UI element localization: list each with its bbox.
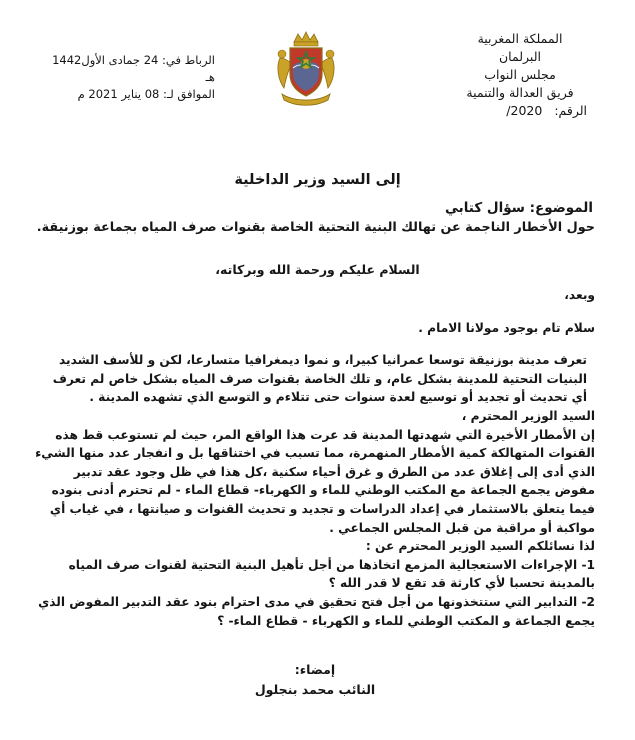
question-intro: لذا نسائلكم السيد الوزير المحترم عن : bbox=[365, 539, 595, 554]
salutation: سلام تام بوجود مولانا الامام . bbox=[418, 320, 595, 335]
letter-body bbox=[35, 286, 595, 630]
addressee: إلى السيد وزير الداخلية bbox=[234, 172, 401, 188]
house-line: مجلس النواب bbox=[484, 67, 556, 82]
paragraph-1: تعرف مدينة بوزنيقة توسعا عمرانيا كبيرا، و نموا ديمغرافيا متسارعا، لكن و للأسف الشديد البنيات التحتية للمدينة بشكل عام، و تلك الخاصة بقنوات صرف المياه بشكل خاص لم تعرف أي تحديث أو تجديد أو توسيع لعدة سنوات حتى تتلاءم و التوسع الذي تشهده المدينة . bbox=[52, 353, 587, 405]
sender-header bbox=[435, 30, 605, 120]
hijri-date: الرباط في: 24 جمادى الأول1442 هـ bbox=[52, 53, 215, 84]
subject-text: حول الأخطار الناجمة عن تهالك البنية التحتية الخاصة بقنوات صرف المياه بجماعة بوزنيقة. bbox=[36, 220, 595, 235]
gregorian-date: الموافق لـ: 08 يناير 2021 م bbox=[77, 87, 215, 101]
after-greeting: وبعد، bbox=[564, 288, 595, 302]
reference-value: 2020/ bbox=[506, 103, 543, 118]
parliament-line: البرلمان bbox=[499, 49, 541, 64]
subject-label: الموضوع: سؤال كتابي bbox=[445, 200, 593, 216]
moroccan-coat-of-arms-icon bbox=[274, 28, 338, 108]
signatory-name: النائب محمد بنجلول bbox=[254, 682, 376, 697]
signature-label: إمضاء: bbox=[294, 662, 336, 677]
question-1: 1- الإجراءات الاستعجالية المزمع اتخاذها من أجل تأهيل البنية التحتية لقنوات صرف المياه بالمدينة تحسبا لأي كارثة قد تقع لا قدر الله ؟ bbox=[68, 557, 595, 591]
signature-block bbox=[180, 660, 450, 700]
question-2: 2- التدابير التي ستتخذونها من أجل فتح تحقيق في مدى احترام بنود عقد التدبير المفوض الذي يجمع الجماعة و المكتب الوطني للماء و الكهرباء - قطاع الماء- ؟ bbox=[38, 594, 595, 628]
greeting: السلام عليكم ورحمة الله وبركاته، bbox=[215, 262, 420, 277]
minister-address: السيد الوزير المحترم ، bbox=[461, 408, 595, 423]
subject-block bbox=[35, 199, 595, 237]
reference-line bbox=[435, 102, 605, 120]
kingdom-line: المملكة المغربية bbox=[477, 31, 563, 46]
date-header bbox=[40, 52, 215, 103]
paragraph-2: إن الأمطار الأخيرة التي شهدتها المدينة قد عرت هذا الواقع المر، حيث لم تستوعب قط هذه القنوات المتهالكة كمية الأمطار المنهمرة، مما تسبب في اختناقها بل و انفجار عدد منها الشيء الذي أدى إلى إغلاق عدد من الطرق و غرق أحياء سكنية ،كل هذا في ظل وجود عقد تدبير مفوض يجمع الجماعة مع المكتب الوطني للماء و الكهرباء- قطاع الماء - لم تحترم أدنى بنوده فيما يتعلق بالاستثمار في إعداد الدراسات و تجديد و تحديث القنوات و صيانتها ، في غياب أي مواكبة أو مراقبة من قبل المجلس الجماعي . bbox=[35, 427, 595, 535]
reference-label: الرقم: bbox=[554, 103, 587, 118]
group-line: فريق العدالة والتنمية bbox=[466, 85, 574, 100]
